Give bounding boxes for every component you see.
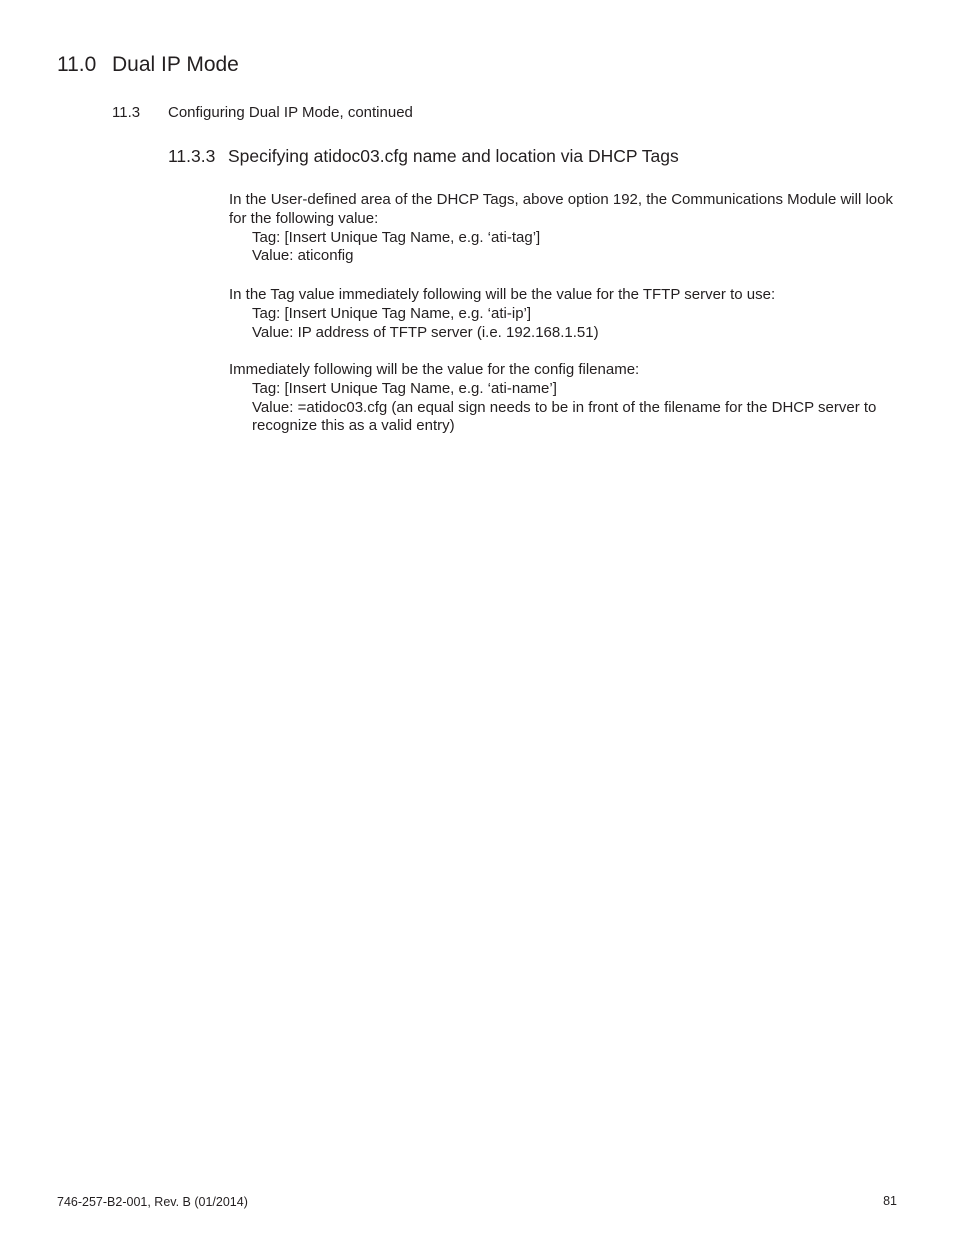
subsection-number: 11.3.3	[168, 146, 216, 166]
value-line: Value: IP address of TFTP server (i.e. 192.168.1.51)	[252, 323, 599, 341]
paragraph-block	[229, 361, 894, 436]
tag-line: Tag: [Insert Unique Tag Name, e.g. ‘ati-name’]	[252, 379, 557, 397]
section-number: 11.3	[112, 104, 141, 121]
tag-line: Tag: [Insert Unique Tag Name, e.g. ‘ati-tag’]	[252, 228, 541, 246]
section-title-text: Configuring Dual IP Mode, continued	[168, 104, 413, 121]
value-line: Value: aticonfig	[252, 247, 354, 265]
section-heading	[112, 104, 413, 122]
value-line: Value: =atidoc03.cfg (an equal sign needs to be in front of the filename for the DHCP server to recognize this as a valid entry)	[252, 398, 877, 435]
paragraph-intro: Immediately following will be the value for the config filename:	[229, 361, 640, 378]
subsection-title-text: Specifying atidoc03.cfg name and location via DHCP Tags	[228, 146, 679, 166]
tag-line: Tag: [Insert Unique Tag Name, e.g. ‘ati-ip’]	[252, 304, 532, 322]
footer-document-id: 746-257-B2-001, Rev. B (01/2014)	[57, 1195, 248, 1209]
footer-page-number: 81	[883, 1194, 897, 1208]
chapter-number: 11.0	[57, 53, 97, 76]
subsection-heading	[168, 145, 679, 167]
paragraph-intro: In the Tag value immediately following will be the value for the TFTP server to use:	[229, 286, 776, 303]
chapter-title-text: Dual IP Mode	[112, 53, 239, 76]
chapter-title	[57, 52, 239, 78]
paragraph-block	[229, 286, 894, 342]
paragraph-intro: In the User-defined area of the DHCP Tags, above option 192, the Communications Module will look for the following value:	[229, 191, 893, 227]
paragraph-block	[229, 191, 894, 266]
